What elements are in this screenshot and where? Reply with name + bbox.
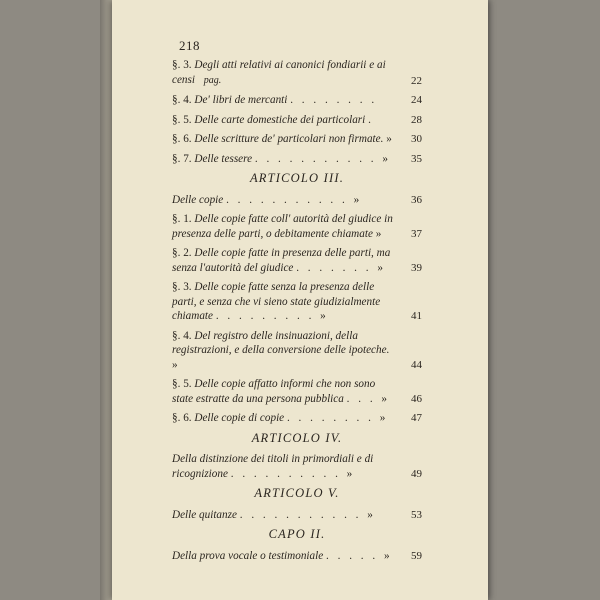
leader-dots: . . . . . . . . <box>290 94 378 106</box>
entry-page-number: 46 <box>411 392 422 405</box>
entry-page-number: 49 <box>411 467 422 480</box>
section-number: §. 4. <box>172 94 192 106</box>
toc-entry <box>172 452 422 481</box>
entry-title: Del registro delle insinuazioni, della registrazioni, e della conversione delle ipoteche. <box>172 329 390 356</box>
pag-label: pag. <box>203 74 222 86</box>
toc-group-articolo-iii <box>172 193 422 426</box>
toc-entry <box>172 377 422 406</box>
entry-title: Delle copie fatte coll' autorità del giudice in presenza delle parti, o debitamente chiamate <box>172 213 393 240</box>
leader-dots: . <box>368 113 374 126</box>
toc-entry <box>172 246 422 275</box>
entry-title: Delle copie fatte in presenza delle parti, ma senza l'autorità del giudice <box>172 247 391 274</box>
section-number: §. 6. <box>172 133 192 145</box>
entry-title: Delle scritture de' particolari non firmate. <box>194 133 384 145</box>
entry-title: Delle quitanze <box>172 508 237 521</box>
toc-group-capo-ii <box>172 549 422 564</box>
toc-entry <box>172 152 422 167</box>
section-number: §. 5. <box>172 113 192 126</box>
section-number: §. 7. <box>172 152 192 165</box>
entry-title: Delle copie <box>172 193 224 206</box>
entry-page-number: 22 <box>411 74 422 87</box>
heading-capo-ii: CAPO II. <box>268 527 326 541</box>
entry-page-number: 41 <box>411 310 422 322</box>
toc-group-articolo-v <box>172 508 422 523</box>
entry-title: Delle copie di copie <box>194 412 285 424</box>
entry-page-number: 24 <box>411 94 422 106</box>
leader-dots: » <box>172 358 181 371</box>
page-number: 218 <box>179 38 200 53</box>
toc-entry <box>172 329 422 373</box>
section-number: §. 1. <box>172 213 192 225</box>
leader-dots: » <box>386 133 395 145</box>
section-number: §. 2. <box>172 247 192 259</box>
toc-entry <box>172 411 422 426</box>
toc-group-articolo-ii <box>172 58 422 166</box>
entry-page-number: 47 <box>411 412 422 424</box>
entry-page-number: 37 <box>411 227 422 240</box>
toc-entry <box>172 193 422 208</box>
leader-dots: . . . . . . . . . . . » <box>239 508 376 521</box>
entry-page-number: 53 <box>411 508 422 521</box>
toc-group-articolo-iv <box>172 452 422 481</box>
leader-dots: . . . . . » <box>326 549 393 562</box>
toc-entry <box>172 508 422 523</box>
entry-title: Delle copie fatte senza la presenza delle parti, e senza che vi sieno state giudizialmente chiamate <box>172 281 381 322</box>
section-number: §. 4. <box>172 329 192 342</box>
toc-entry <box>172 132 422 147</box>
leader-dots: . . . . . . . . . . . » <box>254 152 391 165</box>
toc-entry <box>172 549 422 564</box>
entry-title: De' libri de mercanti <box>194 94 288 106</box>
entry-title: Degli atti relativi ai canonici fondiarii e ai censi <box>172 59 386 86</box>
entry-page-number: 39 <box>411 261 422 274</box>
entry-page-number: 59 <box>411 549 422 562</box>
leader-dots: . . . . . . . » <box>296 261 386 274</box>
entry-title: Delle copie affatto informi che non sono state estratte da una persona pubblica <box>172 378 376 405</box>
toc-entry <box>172 280 422 324</box>
entry-title: Delle carte domestiche dei particolari <box>194 113 366 126</box>
entry-title: Della distinzione dei titoli in primordiali e di ricognizione <box>172 453 374 480</box>
toc-entry <box>172 212 422 241</box>
book-page <box>112 0 488 600</box>
section-number: §. 5. <box>172 378 192 390</box>
section-number: §. 3. <box>172 281 192 293</box>
leader-dots: . . . . . . . . . » <box>215 310 329 322</box>
heading-articolo-iii: ARTICOLO III. <box>249 171 345 185</box>
leader-dots: . . . . . . . . . . . » <box>226 193 363 206</box>
entry-page-number: 36 <box>411 193 422 206</box>
leader-dots: . . . . . . . . » <box>286 412 389 424</box>
entry-page-number: 35 <box>411 152 422 165</box>
heading-articolo-iv: ARTICOLO IV. <box>251 430 343 445</box>
leader-dots: . . . » <box>346 392 391 405</box>
section-number: §. 6. <box>172 412 192 424</box>
leader-dots: » <box>375 227 385 240</box>
toc-entry <box>172 93 422 108</box>
heading-articolo-v: ARTICOLO V. <box>254 486 340 500</box>
entry-title: Delle tessere <box>194 152 253 165</box>
toc-entry <box>172 58 422 88</box>
section-number: §. 3. <box>172 59 192 71</box>
entry-page-number: 30 <box>411 133 422 145</box>
toc-entry <box>172 113 422 128</box>
leader-dots: . . . . . . . . . . » <box>230 467 356 480</box>
table-of-contents <box>172 58 422 568</box>
entry-title: Della prova vocale o testimoniale <box>172 549 324 562</box>
entry-page-number: 44 <box>411 358 422 371</box>
entry-page-number: 28 <box>411 113 422 126</box>
